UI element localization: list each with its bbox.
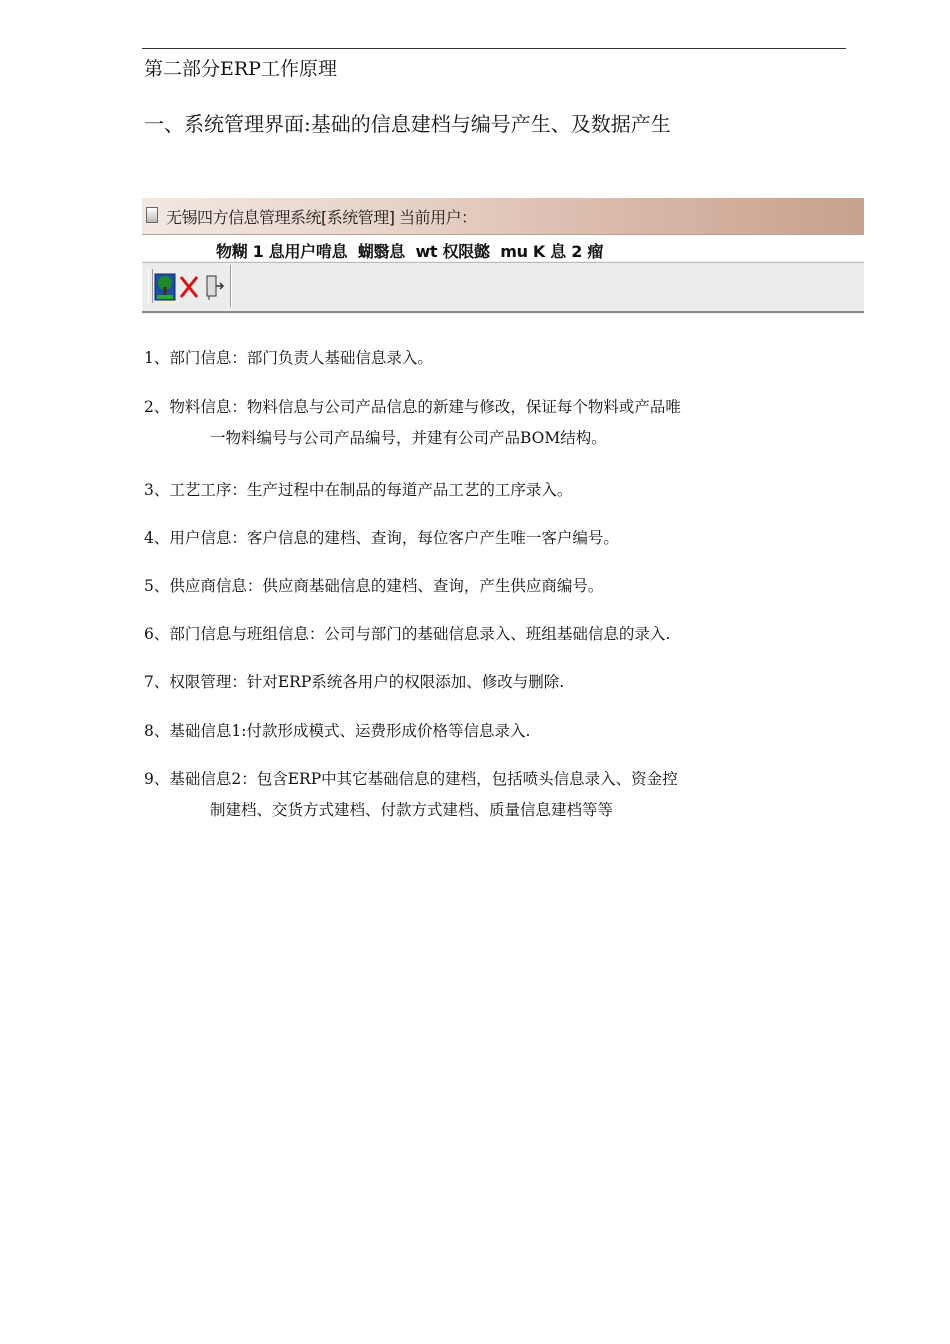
list-item-continuation: 一物料编号与公司产品编号，并建有公司产品BOM结构。 <box>210 429 607 447</box>
toolbar <box>142 262 864 313</box>
toolbar-grip <box>148 269 153 303</box>
exit-door-icon <box>204 273 226 301</box>
window-app-icon <box>146 207 158 223</box>
window-title: 无锡四方信息管理系统[系统管理] 当前用户： <box>166 208 477 227</box>
list-item-line: 9、基础信息2：包含ERP中其它基础信息的建档，包括喷头信息录入、资金控 <box>144 770 678 788</box>
list-item-line: 7、权限管理：针对ERP系统各用户的权限添加、修改与删除. <box>144 673 565 691</box>
list-item <box>144 571 603 602</box>
list-item-line: 5、供应商信息：供应商基础信息的建档、查询，产生供应商编号。 <box>144 577 604 595</box>
close-icon <box>178 273 200 301</box>
list-item-line: 8、基础信息1:付款形成模式、运费形成价格等信息录入. <box>144 722 531 740</box>
list-item <box>144 343 433 374</box>
menu-bar-text: 物糊 1 息用户啃息 蝴翳息 wt 权限懿 mu K 息 2 瘤 <box>216 242 604 261</box>
list-item-line: 3、工艺工序：生产过程中在制品的每道产品工艺的工序录入。 <box>144 481 573 499</box>
list-item <box>144 764 678 826</box>
list-item-line: 6、部门信息与班组信息：公司与部门的基础信息录入、班组基础信息的录入. <box>144 625 671 643</box>
list-item <box>144 475 572 506</box>
part-title: 第二部分ERP工作原理 <box>144 58 337 80</box>
header-rule <box>142 48 846 49</box>
list-item <box>144 716 530 747</box>
list-item-line: 1、部门信息：部门负责人基础信息录入。 <box>144 349 433 367</box>
list-item <box>144 392 681 454</box>
menu-bar <box>142 235 864 261</box>
list-item <box>144 619 670 650</box>
list-item-line: 4、用户信息：客户信息的建档、查询，每位客户产生唯一客户编号。 <box>144 529 619 547</box>
tree-icon <box>154 273 176 301</box>
section-heading: 一、系统管理界面:基础的信息建档与编号产生、及数据产生 <box>144 112 671 136</box>
list-item <box>144 523 619 554</box>
list-item <box>144 667 564 698</box>
window-titlebar <box>142 198 864 235</box>
list-item-continuation: 制建档、交货方式建档、付款方式建档、质量信息建档等等 <box>210 801 614 819</box>
app-screenshot <box>142 198 864 314</box>
list-item-line: 2、物料信息：物料信息与公司产品信息的新建与修改，保证每个物料或产品唯 <box>144 398 681 416</box>
toolbar-separator <box>230 265 232 307</box>
